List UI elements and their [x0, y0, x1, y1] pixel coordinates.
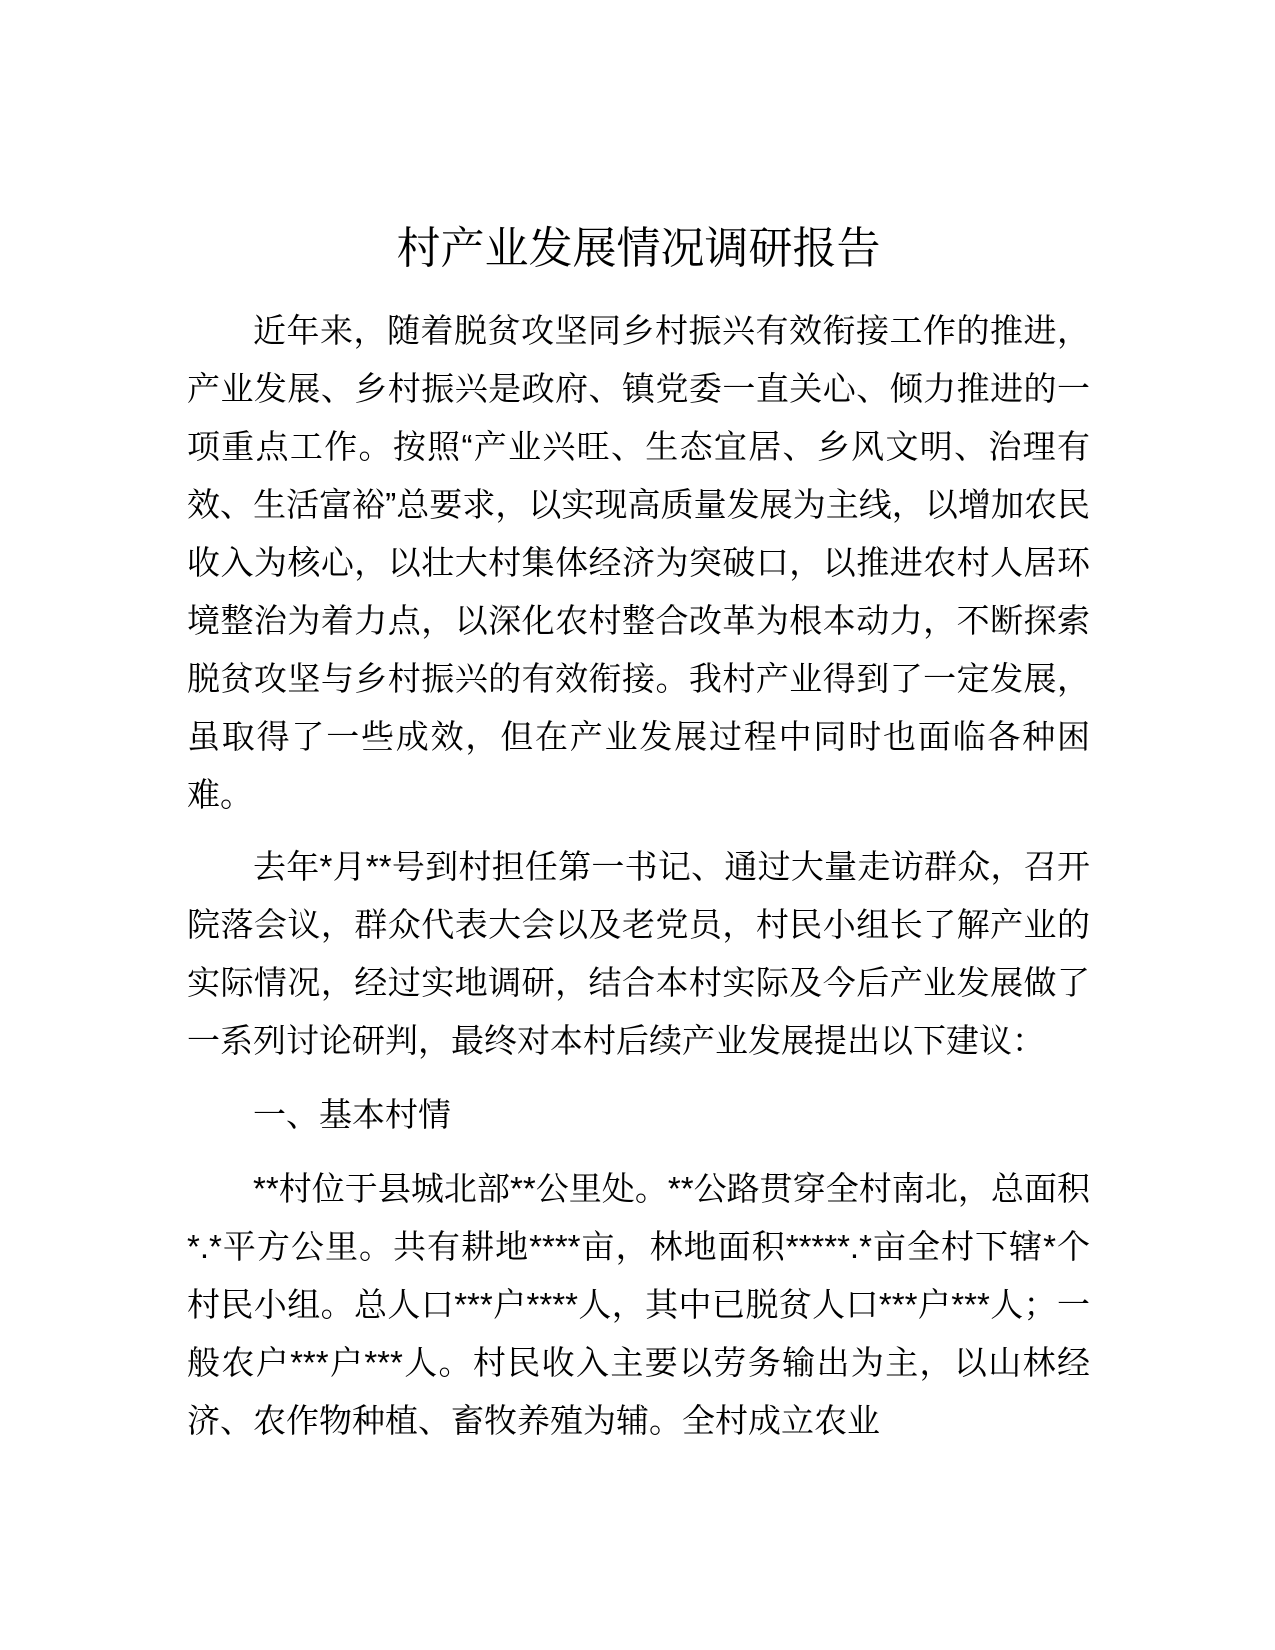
paragraph-intro: 近年来，随着脱贫攻坚同乡村振兴有效衔接工作的推进，产业发展、乡村振兴是政府、镇党委一直关心、倾力推进的一项重点工作。按照“产业兴旺、生态宜居、乡风文明、治理有效、生活富裕”总要求，以实现高质量发展为主线，以增加农民收入为核心，以壮大村集体经济为突破口，以推进农村人居环境整治为着力点，以深化农村整合改革为根本动力，不断探索脱贫攻坚与乡村振兴的有效衔接。我村产业得到了一定发展，虽取得了一些成效，但在产业发展过程中同时也面临各种困难。: [187, 312, 1090, 813]
paragraph-village-overview: **村位于县城北部**公里处。**公路贯穿全村南北，总面积*.*平方公里。共有耕地****亩，林地面积*****.*亩全村下辖*个村民小组。总人口***户****人，其中已脱贫人口***户***人；一般农户***户***人。村民收入主要以劳务输出为主，以山林经济、农作物种植、畜牧养殖为辅。全村成立农业: [187, 1170, 1090, 1439]
page-title: 村产业发展情况调研报告: [396, 224, 881, 273]
section-heading-basic-village-situation: 一、基本村情: [253, 1096, 451, 1133]
paragraph-research-process: 去年*月**号到村担任第一书记、通过大量走访群众，召开院落会议，群众代表大会以及老党员，村民小组长了解产业的实际情况，经过实地调研，结合本村实际及今后产业发展做了一系列讨论研判，最终对本村后续产业发展提出以下建议：: [187, 848, 1090, 1059]
